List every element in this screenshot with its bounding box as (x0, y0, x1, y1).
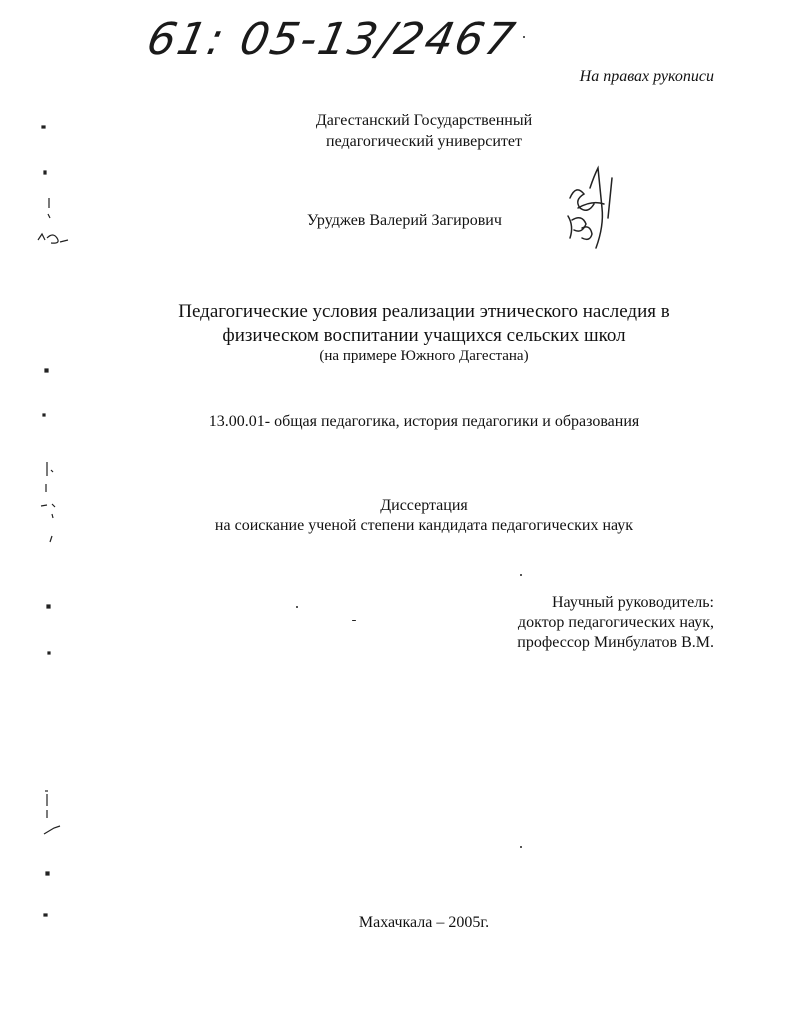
author-name: Уруджев Валерий Загирович (307, 212, 502, 229)
scan-dot (520, 846, 522, 848)
scan-dot (296, 606, 298, 608)
scan-dot (523, 36, 525, 38)
institution-line-2: педагогический университет (326, 133, 522, 150)
place-and-year: Махачкала – 2005г. (358, 914, 490, 931)
specialty-code: 13.00.01- общая педагогика, история педагогики и образования (208, 413, 640, 430)
title-line-2: физическом воспитании учащихся сельских школ (222, 325, 626, 346)
rights-note: На правах рукописи (579, 68, 714, 85)
handwritten-signature (560, 158, 620, 254)
dissertation-title (27, 300, 794, 348)
work-type-line-1: Диссертация (380, 497, 468, 514)
scan-dot (520, 574, 522, 576)
title-line-1: Педагогические условия реализации этнического наследия в (178, 301, 670, 322)
dissertation-subtitle: (на примере Южного Дагестана) (319, 348, 529, 364)
supervisor-name: профессор Минбулатов В.М. (517, 634, 714, 651)
archive-number-handwritten: 61: 05-13/2467 (142, 14, 521, 65)
institution-line-1: Дагестанский Государственный (315, 112, 533, 129)
institution-name (27, 110, 794, 152)
supervisor-block (517, 593, 714, 653)
work-type (27, 496, 794, 536)
supervisor-degree: доктор педагогических наук, (517, 614, 714, 631)
work-type-line-2: на соискание ученой степени кандидата педагогических наук (214, 517, 634, 534)
supervisor-label: Научный руководитель: (551, 594, 714, 611)
scan-dot (352, 620, 356, 621)
